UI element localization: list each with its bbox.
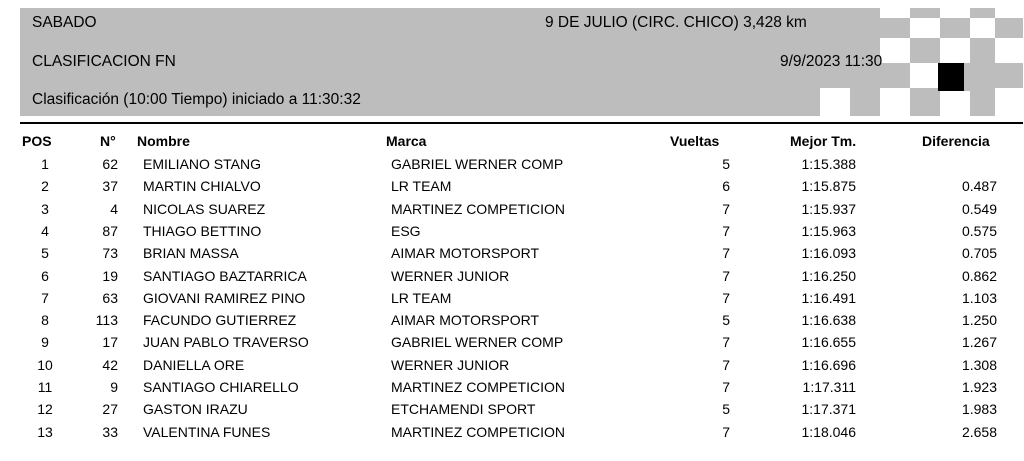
cell-laps: 7 — [722, 379, 730, 395]
cell-driver-name: SANTIAGO CHIARELLO — [143, 379, 299, 395]
cell-best-time: 1:16.250 — [801, 267, 856, 284]
cell-driver-name: GASTON IRAZU — [143, 401, 248, 418]
cell-team: AIMAR MOTORSPORT — [391, 245, 540, 262]
cell-number: 9 — [110, 379, 118, 395]
cell-difference: 2.658 — [961, 423, 997, 440]
column-header-team: Marca — [386, 133, 427, 149]
table-row — [0, 178, 1024, 200]
cell-difference: 0.549 — [961, 200, 997, 217]
table-row — [0, 201, 1024, 223]
cell-difference: 1.250 — [961, 312, 997, 329]
column-header-difference: Diferencia — [922, 133, 990, 149]
cell-best-time: 1:15.388 — [801, 156, 856, 172]
cell-team: WERNER JUNIOR — [391, 356, 510, 373]
cell-laps: 7 — [722, 423, 730, 440]
cell-driver-name: JUAN PABLO TRAVERSO — [143, 334, 309, 351]
cell-pos: 2 — [41, 178, 49, 195]
table-row — [0, 312, 1024, 334]
session-status: Clasificación (10:00 Tiempo) iniciado a 11:30:32 — [32, 91, 361, 108]
cell-driver-name: NICOLAS SUAREZ — [143, 200, 266, 217]
cell-driver-name: SANTIAGO BAZTARRICA — [143, 267, 307, 284]
table-row — [0, 268, 1024, 290]
cell-difference: 1.983 — [961, 401, 997, 418]
cell-team: LR TEAM — [391, 178, 452, 195]
cell-best-time: 1:15.875 — [801, 178, 856, 195]
cell-best-time: 1:16.655 — [801, 334, 856, 351]
cell-number: 17 — [102, 334, 118, 351]
header-divider — [20, 122, 1023, 124]
cell-team: GABRIEL WERNER COMP — [391, 156, 564, 172]
cell-driver-name: GIOVANI RAMIREZ PINO — [143, 289, 306, 306]
cell-difference: 1.308 — [961, 356, 997, 373]
cell-pos: 11 — [37, 379, 53, 395]
column-header-laps: Vueltas — [670, 133, 720, 149]
cell-difference: 0.575 — [961, 222, 997, 239]
cell-driver-name: EMILIANO STANG — [143, 156, 261, 172]
cell-team: MARTINEZ COMPETICION — [391, 379, 565, 395]
cell-laps: 5 — [722, 401, 730, 418]
cell-best-time: 1:16.696 — [801, 356, 856, 373]
table-row — [0, 424, 1024, 446]
cell-team: LR TEAM — [391, 289, 452, 306]
cell-difference: 0.487 — [961, 178, 997, 195]
table-row — [0, 290, 1024, 312]
cell-driver-name: THIAGO BETTINO — [143, 222, 262, 239]
cell-number: 87 — [102, 222, 118, 239]
cell-pos: 1 — [41, 156, 49, 172]
cell-pos: 5 — [41, 245, 49, 262]
cell-laps: 7 — [722, 334, 730, 351]
table-row — [0, 245, 1024, 267]
cell-number: 113 — [95, 312, 118, 329]
cell-team: MARTINEZ COMPETICION — [391, 423, 565, 440]
day-label: SABADO — [32, 14, 97, 31]
cell-team: ESG — [391, 222, 421, 239]
table-row — [0, 379, 1024, 401]
cell-team: WERNER JUNIOR — [391, 267, 510, 284]
cell-laps: 7 — [722, 267, 730, 284]
cell-difference: 0.705 — [961, 245, 997, 262]
cell-best-time: 1:17.371 — [801, 401, 856, 418]
session-title: CLASIFICACION FN — [32, 53, 176, 70]
cell-best-time: 1:16.491 — [801, 289, 856, 306]
cell-best-time: 1:17.311 — [802, 379, 856, 395]
cell-driver-name: DANIELLA ORE — [143, 356, 245, 373]
column-header-best-time: Mejor Tm. — [790, 133, 857, 149]
cell-laps: 7 — [722, 356, 730, 373]
table-row — [0, 357, 1024, 379]
cell-driver-name: MARTIN CHIALVO — [143, 178, 261, 195]
cell-difference: 1.267 — [961, 334, 997, 351]
results-header — [20, 8, 1023, 116]
cell-best-time: 1:18.046 — [801, 423, 856, 440]
cell-laps: 5 — [722, 312, 730, 329]
cell-best-time: 1:16.093 — [801, 245, 856, 262]
cell-number: 37 — [102, 178, 118, 195]
cell-number: 33 — [102, 423, 118, 440]
table-row — [0, 223, 1024, 245]
cell-team: GABRIEL WERNER COMP — [391, 334, 564, 351]
column-header-name: Nombre — [137, 133, 190, 149]
cell-laps: 7 — [722, 245, 730, 262]
cell-laps: 7 — [722, 289, 730, 306]
cell-pos: 3 — [41, 200, 49, 217]
cell-difference: 1.923 — [961, 379, 997, 395]
table-row — [0, 156, 1024, 178]
cell-difference: 1.103 — [961, 289, 997, 306]
cell-laps: 7 — [722, 200, 730, 217]
cell-team: AIMAR MOTORSPORT — [391, 312, 540, 329]
cell-pos: 6 — [41, 267, 49, 284]
cell-number: 27 — [102, 401, 118, 418]
cell-number: 62 — [102, 156, 118, 172]
cell-number: 42 — [102, 356, 118, 373]
session-datetime: 9/9/2023 11:30 — [780, 53, 883, 70]
cell-driver-name: FACUNDO GUTIERREZ — [143, 312, 297, 329]
cell-pos: 9 — [41, 334, 49, 351]
cell-pos: 7 — [41, 289, 49, 306]
cell-team: ETCHAMENDI SPORT — [391, 401, 536, 418]
cell-driver-name: BRIAN MASSA — [143, 245, 239, 262]
cell-best-time: 1:16.638 — [801, 312, 856, 329]
cell-best-time: 1:15.937 — [801, 200, 856, 217]
cell-pos: 8 — [41, 312, 49, 329]
cell-number: 63 — [102, 289, 118, 306]
cell-team: MARTINEZ COMPETICION — [391, 200, 565, 217]
column-header-pos: POS — [22, 133, 52, 149]
cell-number: 19 — [102, 267, 118, 284]
cell-driver-name: VALENTINA FUNES — [143, 423, 271, 440]
cell-laps: 5 — [722, 156, 730, 172]
cell-pos: 13 — [37, 423, 53, 440]
cell-difference: 0.862 — [961, 267, 997, 284]
cell-number: 73 — [102, 245, 118, 262]
cell-laps: 7 — [722, 222, 730, 239]
table-row — [0, 334, 1024, 356]
cell-pos: 4 — [41, 222, 49, 239]
cell-best-time: 1:15.963 — [801, 222, 856, 239]
cell-laps: 6 — [722, 178, 730, 195]
cell-pos: 10 — [37, 356, 53, 373]
cell-number: 4 — [110, 200, 118, 217]
table-row — [0, 401, 1024, 423]
column-header-number: N° — [100, 133, 116, 149]
cell-pos: 12 — [37, 401, 53, 418]
circuit-label: 9 DE JULIO (CIRC. CHICO) 3,428 km — [545, 14, 807, 31]
